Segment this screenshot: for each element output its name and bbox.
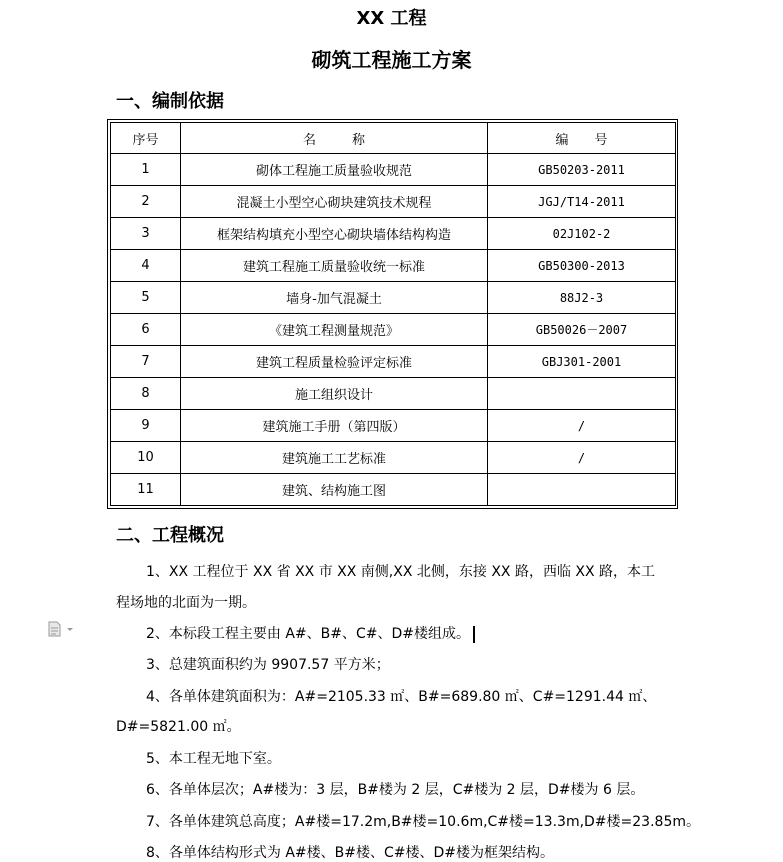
row-code: 88J2-3 bbox=[488, 282, 676, 314]
table-row bbox=[111, 314, 676, 346]
table-row bbox=[111, 250, 676, 282]
row-code: GB50203-2011 bbox=[488, 154, 676, 186]
row-no: 7 bbox=[111, 346, 181, 378]
row-name: 砌体工程施工质量验收规范 bbox=[181, 154, 488, 186]
row-no: 5 bbox=[111, 282, 181, 314]
row-name: 施工组织设计 bbox=[181, 378, 488, 410]
row-code: GB50300-2013 bbox=[488, 250, 676, 282]
table-row bbox=[111, 474, 676, 506]
text-cursor bbox=[473, 626, 475, 643]
table-row bbox=[111, 154, 676, 186]
section-heading-overview: 二、工程概况 bbox=[116, 525, 224, 546]
row-name: 建筑、结构施工图 bbox=[181, 474, 488, 506]
table-row bbox=[111, 186, 676, 218]
row-name: 建筑工程施工质量验收统一标准 bbox=[181, 250, 488, 282]
paragraph-unit-area: 4、各单体建筑面积为：A#=2105.33 ㎡、B#=689.80 ㎡、C#=1291.44 ㎡、 bbox=[146, 689, 657, 705]
row-code: / bbox=[488, 442, 676, 474]
row-name: 框架结构填充小型空心砌块墙体结构构造 bbox=[181, 218, 488, 250]
table-row bbox=[111, 218, 676, 250]
paragraph-total-area: 3、总建筑面积约为 9907.57 平方米； bbox=[146, 657, 390, 673]
table-row bbox=[111, 410, 676, 442]
row-code: JGJ/T14-2011 bbox=[488, 186, 676, 218]
document-subtitle: 砌筑工程施工方案 bbox=[311, 48, 472, 72]
header-code: 编号 bbox=[488, 123, 676, 154]
row-no: 8 bbox=[111, 378, 181, 410]
row-no: 10 bbox=[111, 442, 181, 474]
row-name: 混凝土小型空心砌块建筑技术规程 bbox=[181, 186, 488, 218]
row-name: 建筑施工手册（第四版） bbox=[181, 410, 488, 442]
header-name: 名称 bbox=[181, 123, 488, 154]
row-code: / bbox=[488, 410, 676, 442]
paragraph-location-cont: 程场地的北面为一期。 bbox=[116, 595, 256, 611]
row-name: 建筑工程质量检验评定标准 bbox=[181, 346, 488, 378]
paragraph-heights: 7、各单体建筑总高度；A#楼=17.2m,B#楼=10.6m,C#楼=13.3m,D#楼=23.85m。 bbox=[146, 814, 700, 830]
paragraph-location: 1、XX 工程位于 XX 省 XX 市 XX 南侧,XX 北侧，东接 XX 路，西临 XX 路，本工 bbox=[146, 564, 656, 580]
row-name: 墙身-加气混凝土 bbox=[181, 282, 488, 314]
row-name: 《建筑工程测量规范》 bbox=[181, 314, 488, 346]
row-code: 02J102-2 bbox=[488, 218, 676, 250]
row-no: 1 bbox=[111, 154, 181, 186]
row-code bbox=[488, 474, 676, 506]
paragraph-basement: 5、本工程无地下室。 bbox=[146, 751, 281, 767]
row-no: 3 bbox=[111, 218, 181, 250]
paragraph-unit-area-cont: D#=5821.00 ㎡。 bbox=[116, 719, 241, 735]
paragraph-floors: 6、各单体层次；A#楼为：3 层，B#楼为 2 层，C#楼为 2 层，D#楼为 6 层。 bbox=[146, 782, 645, 798]
table-header-row bbox=[111, 123, 676, 154]
document-options-icon[interactable] bbox=[47, 620, 77, 638]
row-code bbox=[488, 378, 676, 410]
basis-table-frame bbox=[107, 119, 678, 509]
row-code: GBJ301-2001 bbox=[488, 346, 676, 378]
row-name: 建筑施工工艺标准 bbox=[181, 442, 488, 474]
table-row bbox=[111, 442, 676, 474]
row-no: 11 bbox=[111, 474, 181, 506]
row-no: 9 bbox=[111, 410, 181, 442]
paragraph-buildings[interactable] bbox=[146, 623, 475, 643]
table-row bbox=[111, 378, 676, 410]
document-title: XX 工程 bbox=[356, 8, 427, 29]
table-row bbox=[111, 282, 676, 314]
header-no: 序号 bbox=[111, 123, 181, 154]
basis-table bbox=[110, 122, 676, 506]
row-no: 2 bbox=[111, 186, 181, 218]
row-code: GB50026－2007 bbox=[488, 314, 676, 346]
section-heading-basis: 一、编制依据 bbox=[116, 91, 224, 112]
row-no: 6 bbox=[111, 314, 181, 346]
paragraph-structure: 8、各单体结构形式为 A#楼、B#楼、C#楼、D#楼为框架结构。 bbox=[146, 845, 555, 861]
paragraph-buildings-text: 2、本标段工程主要由 A#、B#、C#、D#楼组成。 bbox=[146, 626, 471, 642]
row-no: 4 bbox=[111, 250, 181, 282]
table-row bbox=[111, 346, 676, 378]
